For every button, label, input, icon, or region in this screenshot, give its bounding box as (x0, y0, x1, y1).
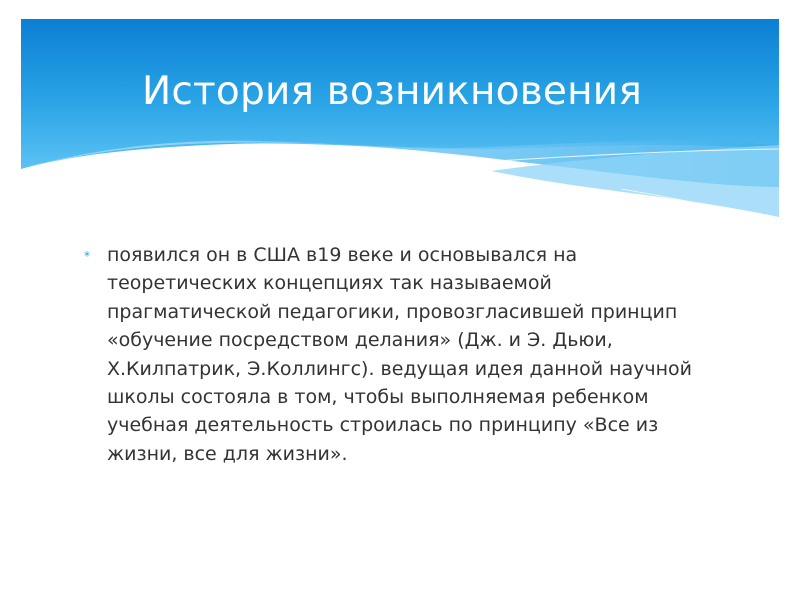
bullet-asterisk-icon: * (84, 249, 90, 263)
bullet-list (83, 241, 723, 468)
header-wave-background (21, 19, 779, 234)
bullet-text: появился он в США в19 веке и основывался на теоретических концепциях так называемой прагматической педагогики, провозгласившей принцип «обучение посредством делания» (Дж. и Э. Дьюи, Х.Килпатрик, Э.Коллингс). ведущая идея данной научной школы состояла в том, чтобы выполняемая ребенком учебная деятельность строилась по принципу «Все из жизни, все для жизни». (107, 244, 693, 465)
slide-frame (21, 19, 779, 587)
slide-title: История возникновения (142, 69, 642, 114)
bullet-item (83, 241, 723, 468)
